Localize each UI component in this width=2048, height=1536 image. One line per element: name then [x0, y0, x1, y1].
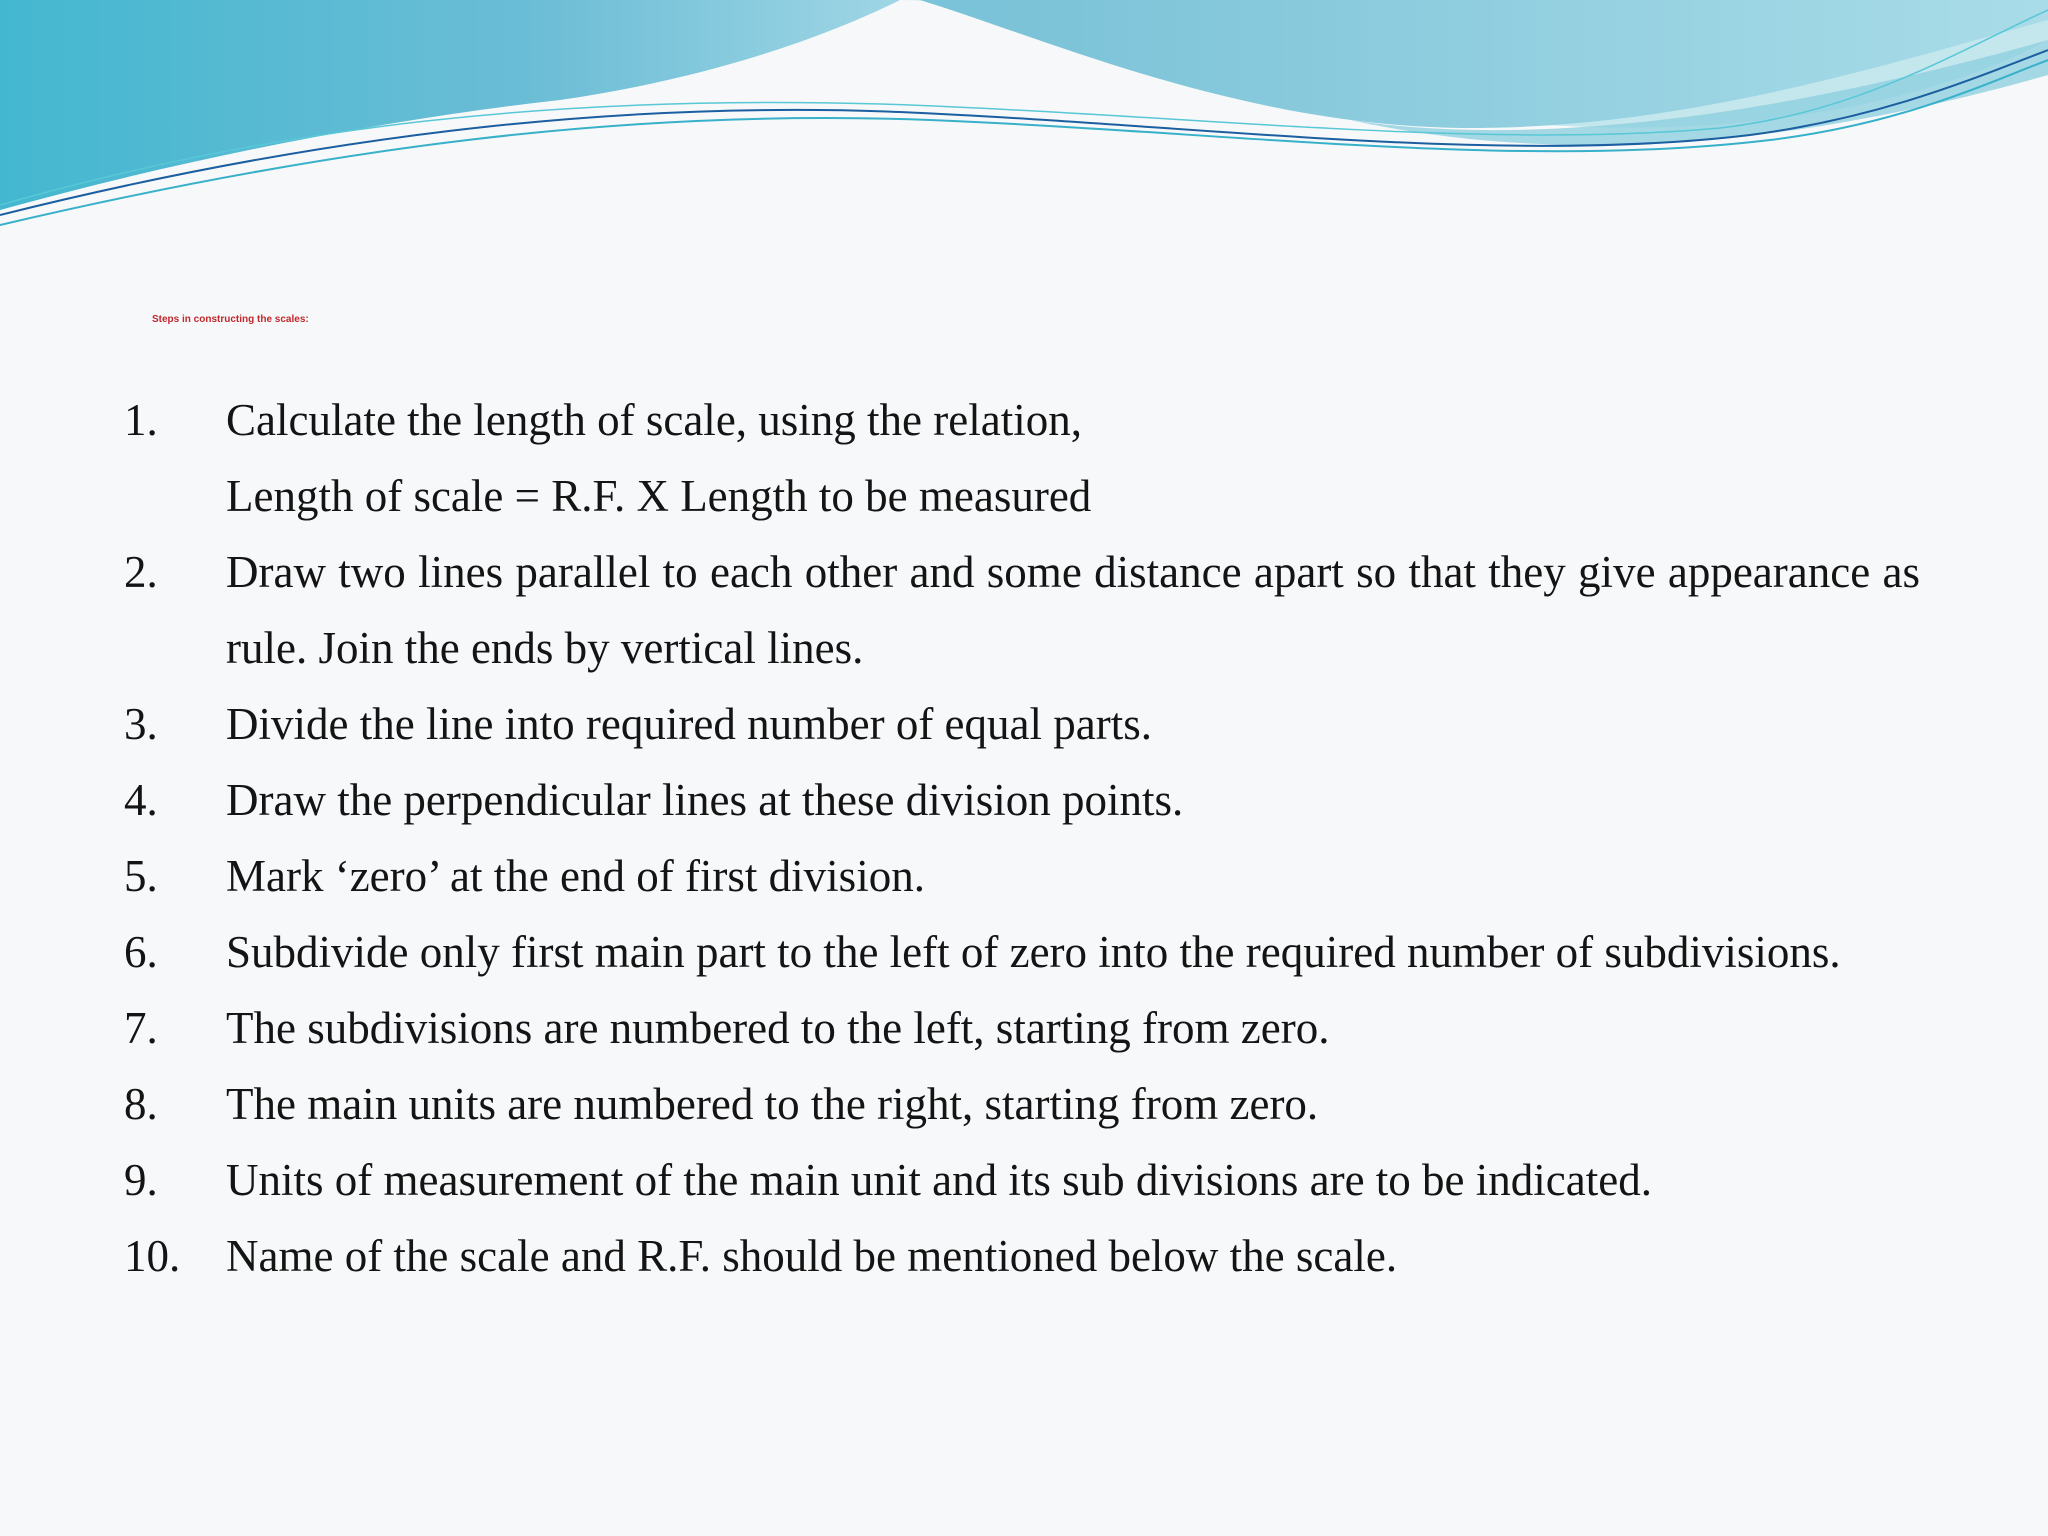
step-number: 6. [124, 927, 158, 977]
step-text: Mark ‘zero’ at the end of first division. [226, 851, 925, 901]
step-number: 10. [124, 1231, 181, 1281]
step-text: Calculate the length of scale, using the relation, [226, 395, 1082, 445]
step-item [124, 838, 1920, 914]
step-number: 5. [124, 851, 158, 901]
step-text: Units of measurement of the main unit and its sub divisions are to be indicated. [226, 1155, 1652, 1205]
step-item [124, 1142, 1920, 1218]
step-item [124, 534, 1920, 686]
step-text: The main units are numbered to the right, starting from zero. [226, 1079, 1319, 1129]
steps-list [124, 382, 1920, 1294]
step-item [124, 382, 1920, 534]
step-number: 9. [124, 1155, 158, 1205]
step-text: Draw the perpendicular lines at these division points. [226, 775, 1184, 825]
step-number: 2. [124, 547, 158, 597]
step-item [124, 1066, 1920, 1142]
step-text: Draw two lines parallel to each other and some distance apart so that they give appearance as rule. Join the ends by vertical lines. [226, 547, 1920, 673]
step-number: 4. [124, 775, 158, 825]
step-item [124, 686, 1920, 762]
step-number: 3. [124, 699, 158, 749]
step-text: Divide the line into required number of equal parts. [226, 699, 1152, 749]
step-number: 7. [124, 1003, 158, 1053]
step-text: Name of the scale and R.F. should be mentioned below the scale. [226, 1231, 1398, 1281]
step-text: The subdivisions are numbered to the left, starting from zero. [226, 1003, 1330, 1053]
step-text: Subdivide only first main part to the left of zero into the required number of subdivisions. [226, 927, 1841, 977]
step-number: 1. [124, 395, 158, 445]
step-item [124, 762, 1920, 838]
step-item [124, 1218, 1920, 1294]
step-item [124, 990, 1920, 1066]
header-wave-decoration [0, 0, 2048, 240]
step-item [124, 914, 1920, 990]
slide-heading: Steps in constructing the scales: [152, 314, 309, 325]
step-number: 8. [124, 1079, 158, 1129]
step-text-formula: Length of scale = R.F. X Length to be measured [226, 471, 1092, 521]
